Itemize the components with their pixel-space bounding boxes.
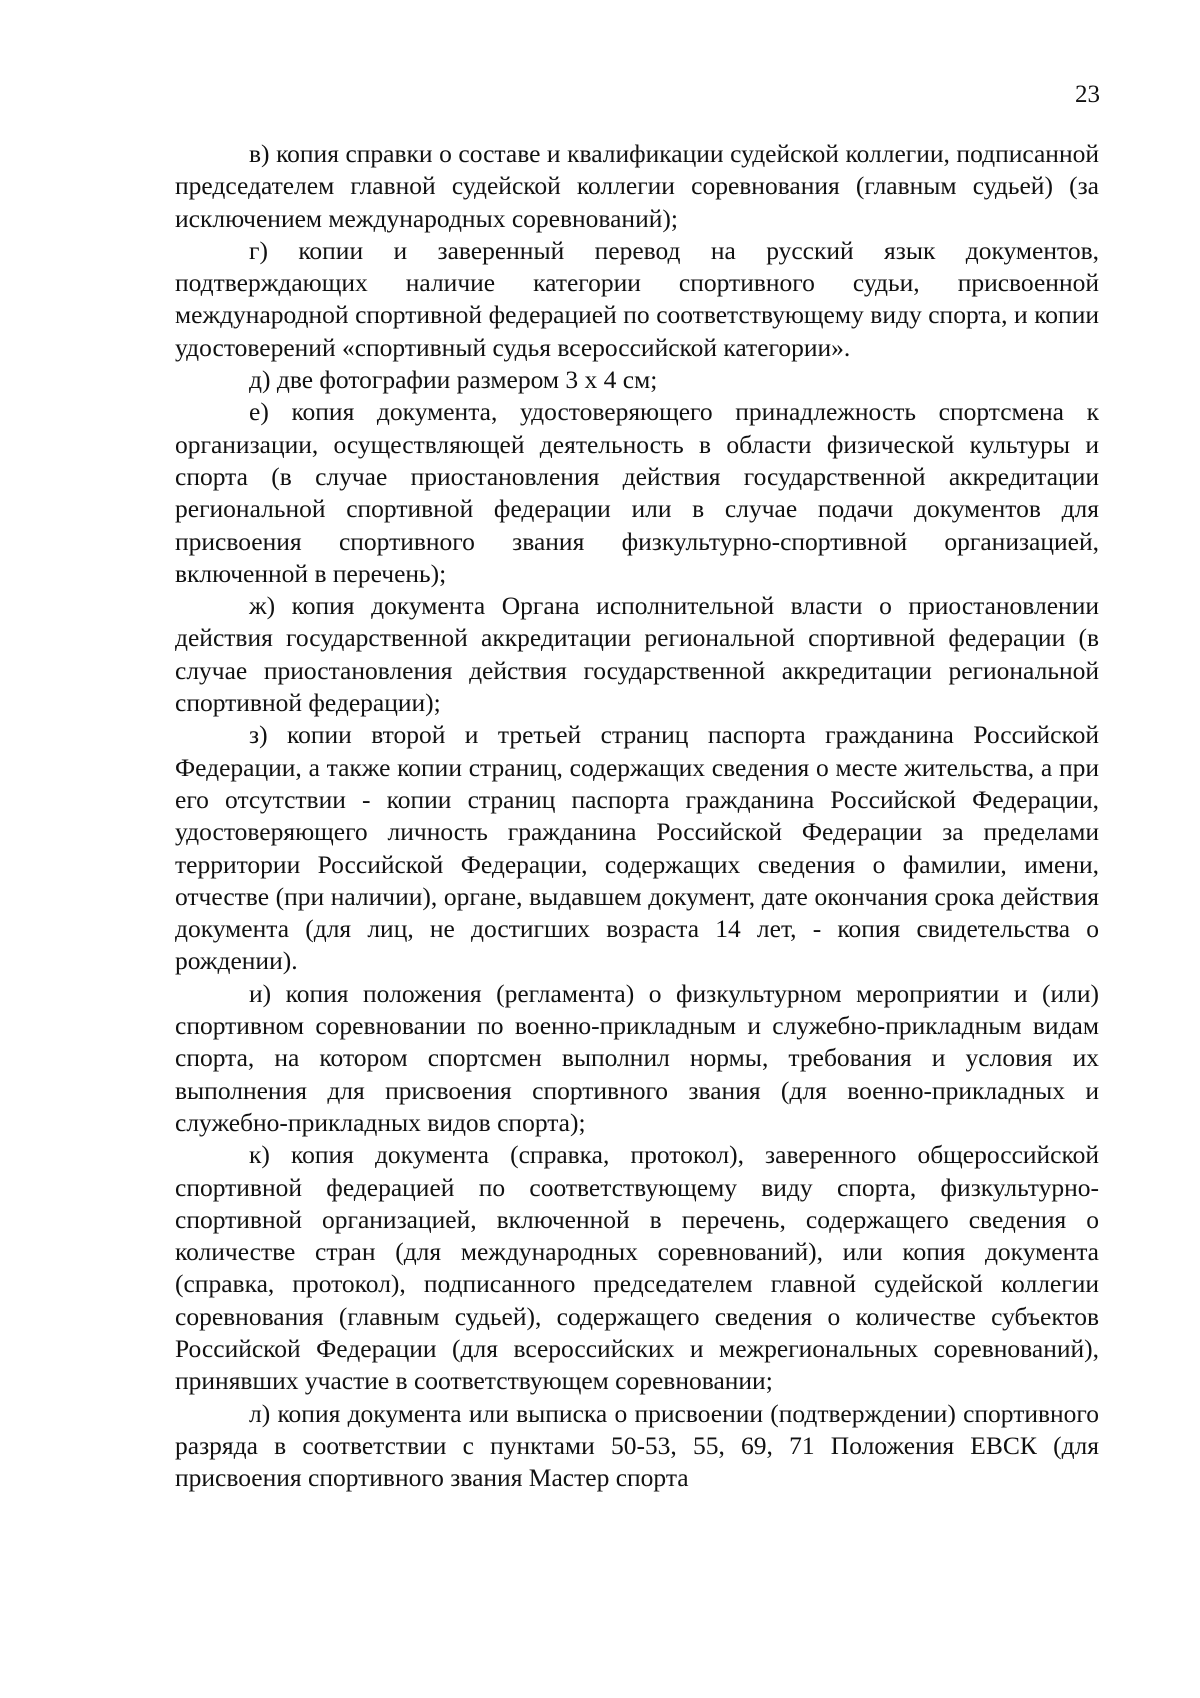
paragraph-d: д) две фотографии размером 3 х 4 см; xyxy=(249,365,658,395)
paragraph-g: г) копии и заверенный перевод на русский язык документов, подтверждающих наличие категории спортивного судьи, присвоенной международной спортивной федерацией по соответствующему виду спорта, и копии удостоверений «спортивный судья всероссийской категории». xyxy=(175,235,1099,362)
paragraph-i: и) копия положения (регламента) о физкультурном мероприятии и (или) спортивном соревновании по военно-прикладным и служебно-прикладным видам спорта, на котором спортсмен выполнил нормы, требования и условия их выполнения для присвоения спортивного звания (для военно-прикладных и служебно-прикладных видов спорта); xyxy=(175,978,1099,1137)
paragraph-z: з) копии второй и третьей страниц паспорта гражданина Российской Федерации, а также копии страниц, содержащих сведения о месте жительства, а при его отсутствии - копии страниц паспорта гражданина Российской Федерации, удостоверяющего личность гражданина Российской Федерации за пределами территории Российской Федерации, содержащих сведения о фамилии, имени, отчестве (при наличии), органе, выдавшем документ, дате окончания срока действия документа (для лиц, не достигших возраста 14 лет, - копия свидетельства о рождении). xyxy=(175,720,1099,976)
paragraph-zh: ж) копия документа Органа исполнительной власти о приостановлении действия государственной аккредитации региональной спортивной федерации (в случае приостановления действия государственной аккредитации региональной спортивной федерации); xyxy=(175,591,1099,718)
paragraph-k: к) копия документа (справка, протокол), заверенного общероссийской спортивной федерацией по соответствующему виду спорта, физкультурно-спортивной организацией, включенной в перечень, содержащего сведения о количестве стран (для международных соревнований), или копия документа (справка, протокол), подписанного председателем главной судейской коллегии соревнования (главным судьей), содержащего сведения о количестве субъектов Российской Федерации (для всероссийских и межрегиональных соревнований), принявших участие в соответствующем соревновании; xyxy=(175,1140,1099,1396)
document-body xyxy=(175,138,1099,1494)
paragraph-v: в) копия справки о составе и квалификации судейской коллегии, подписанной председателем главной судейской коллегии соревнования (главным судьей) (за исключением международных соревнований); xyxy=(175,139,1099,233)
paragraph-l: л) копия документа или выписка о присвоении (подтверждении) спортивного разряда в соответствии с пунктами 50-53, 55, 69, 71 Положения ЕВСК (для присвоения спортивного звания Мастер спорта xyxy=(175,1398,1099,1493)
page-number: 23 xyxy=(1075,81,1100,108)
paragraph-e: е) копия документа, удостоверяющего принадлежность спортсмена к организации, осуществляющей деятельность в области физической культуры и спорта (в случае приостановления действия государственной аккредитации региональной спортивной федерации или в случае подачи документов для присвоения спортивного звания физкультурно-спортивной организацией, включенной в перечень); xyxy=(175,397,1099,588)
